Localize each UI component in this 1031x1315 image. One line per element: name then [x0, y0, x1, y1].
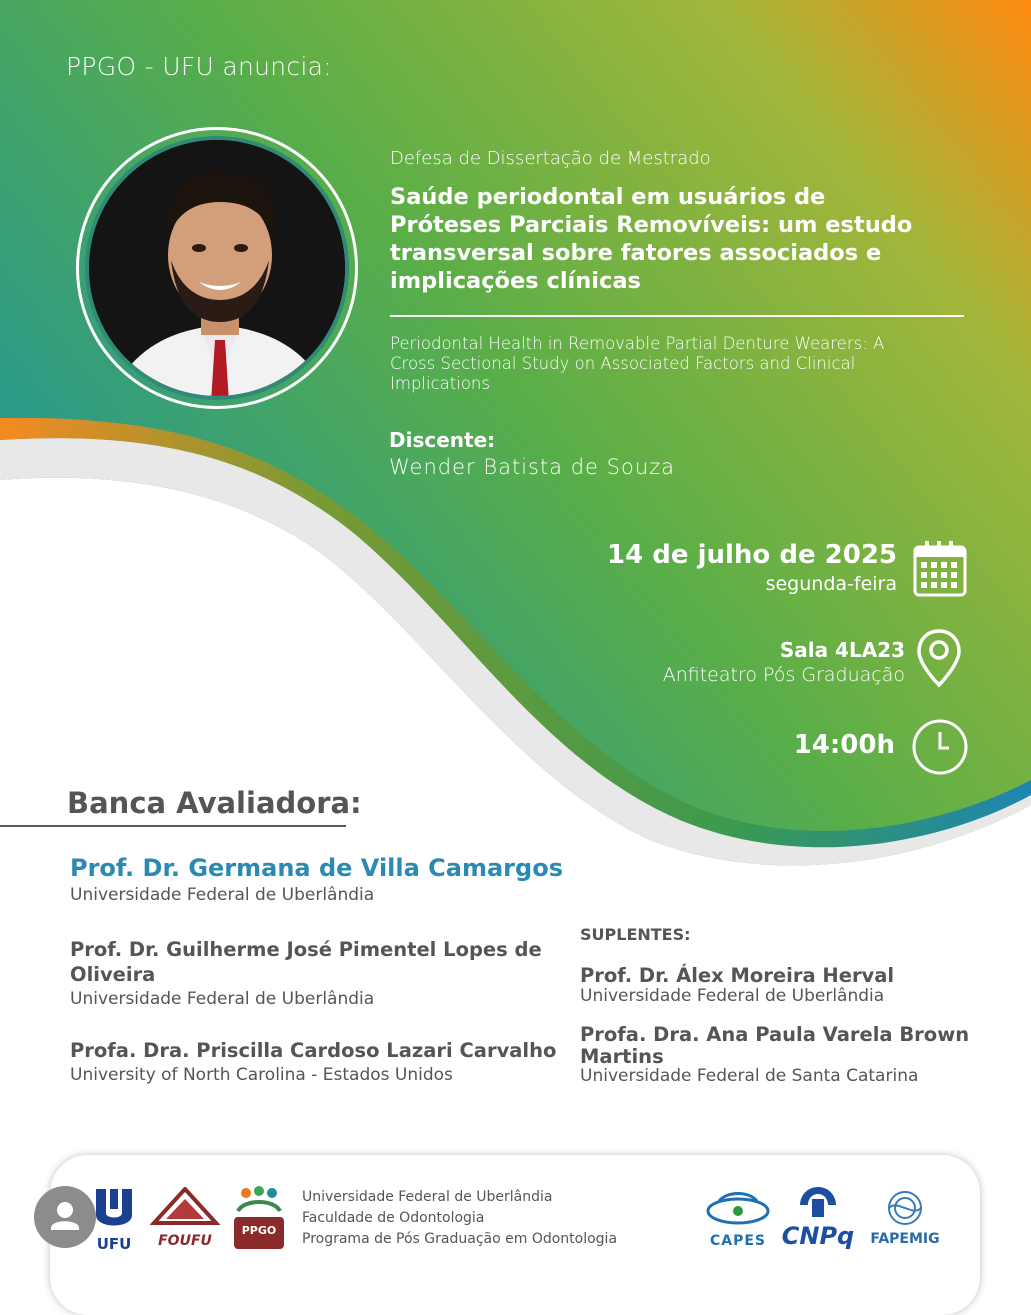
- footer-institution-text: Universidade Federal de Uberlândia Faculdade de Odontologia Programa de Pós Graduação em Odontologia: [302, 1189, 618, 1247]
- capes-logo: CAPES: [705, 1189, 771, 1249]
- committee-member-2: Prof. Dr. Guilherme José Pimentel Lopes de Oliveira Universidade Federal de Uberlândia: [70, 938, 542, 1009]
- user-avatar-icon: [34, 1186, 96, 1248]
- ufu-logo: UFU: [90, 1187, 138, 1251]
- event-date: 14 de julho de 2025: [607, 540, 897, 570]
- event-time: 14:00h: [793, 730, 895, 760]
- event-room: Sala 4LA23: [779, 638, 905, 662]
- event-type: Defesa de Dissertação de Mestrado: [390, 148, 711, 169]
- location-pin-icon: [915, 628, 963, 688]
- cnpq-logo: CNPq: [778, 1185, 858, 1249]
- alternate-member-2: Profa. Dra. Ana Paula Varela Brown Martins Universidade Federal de Santa Catarina: [580, 1023, 970, 1086]
- student-photo: [76, 127, 358, 409]
- event-venue: Anfiteatro Pós Graduação: [662, 664, 905, 686]
- calendar-icon: [913, 541, 967, 597]
- fapemig-logo: FAPEMIG: [865, 1189, 945, 1249]
- footer-card: [50, 1155, 980, 1315]
- committee-member-1: Prof. Dr. Germana de Villa Camargos Universidade Federal de Uberlândia: [70, 854, 563, 905]
- event-title: Saúde periodontal em usuários de Próteses Parciais Removíveis: um estudo transversal sobre fatores associados e implicações clínicas: [390, 184, 913, 294]
- student-label: Discente:: [389, 428, 496, 452]
- ppgo-logo: PPGO: [234, 1185, 284, 1249]
- committee-member-3: Profa. Dra. Priscilla Cardoso Lazari Carvalho University of North Carolina - Estados Unidos: [70, 1039, 557, 1085]
- student-name: Wender Batista de Souza: [389, 455, 676, 479]
- user-avatar-button[interactable]: [34, 1186, 96, 1248]
- alternate-member-1: Prof. Dr. Álex Moreira Herval Universidade Federal de Uberlândia: [580, 964, 895, 1006]
- alternates-label: SUPLENTES:: [580, 925, 691, 944]
- foufu-logo: FOUFU: [150, 1187, 220, 1251]
- event-title-english: Periodontal Health in Removable Partial Denture Wearers: A Cross Sectional Study on Associated Factors and Clinical Implications: [390, 334, 885, 393]
- committee-divider: [0, 825, 346, 827]
- announcement: PPGO - UFU anuncia:: [66, 52, 333, 81]
- clock-icon: [911, 718, 969, 776]
- event-weekday: segunda-feira: [765, 573, 897, 595]
- committee-title: Banca Avaliadora:: [67, 786, 362, 820]
- title-divider: [390, 315, 964, 317]
